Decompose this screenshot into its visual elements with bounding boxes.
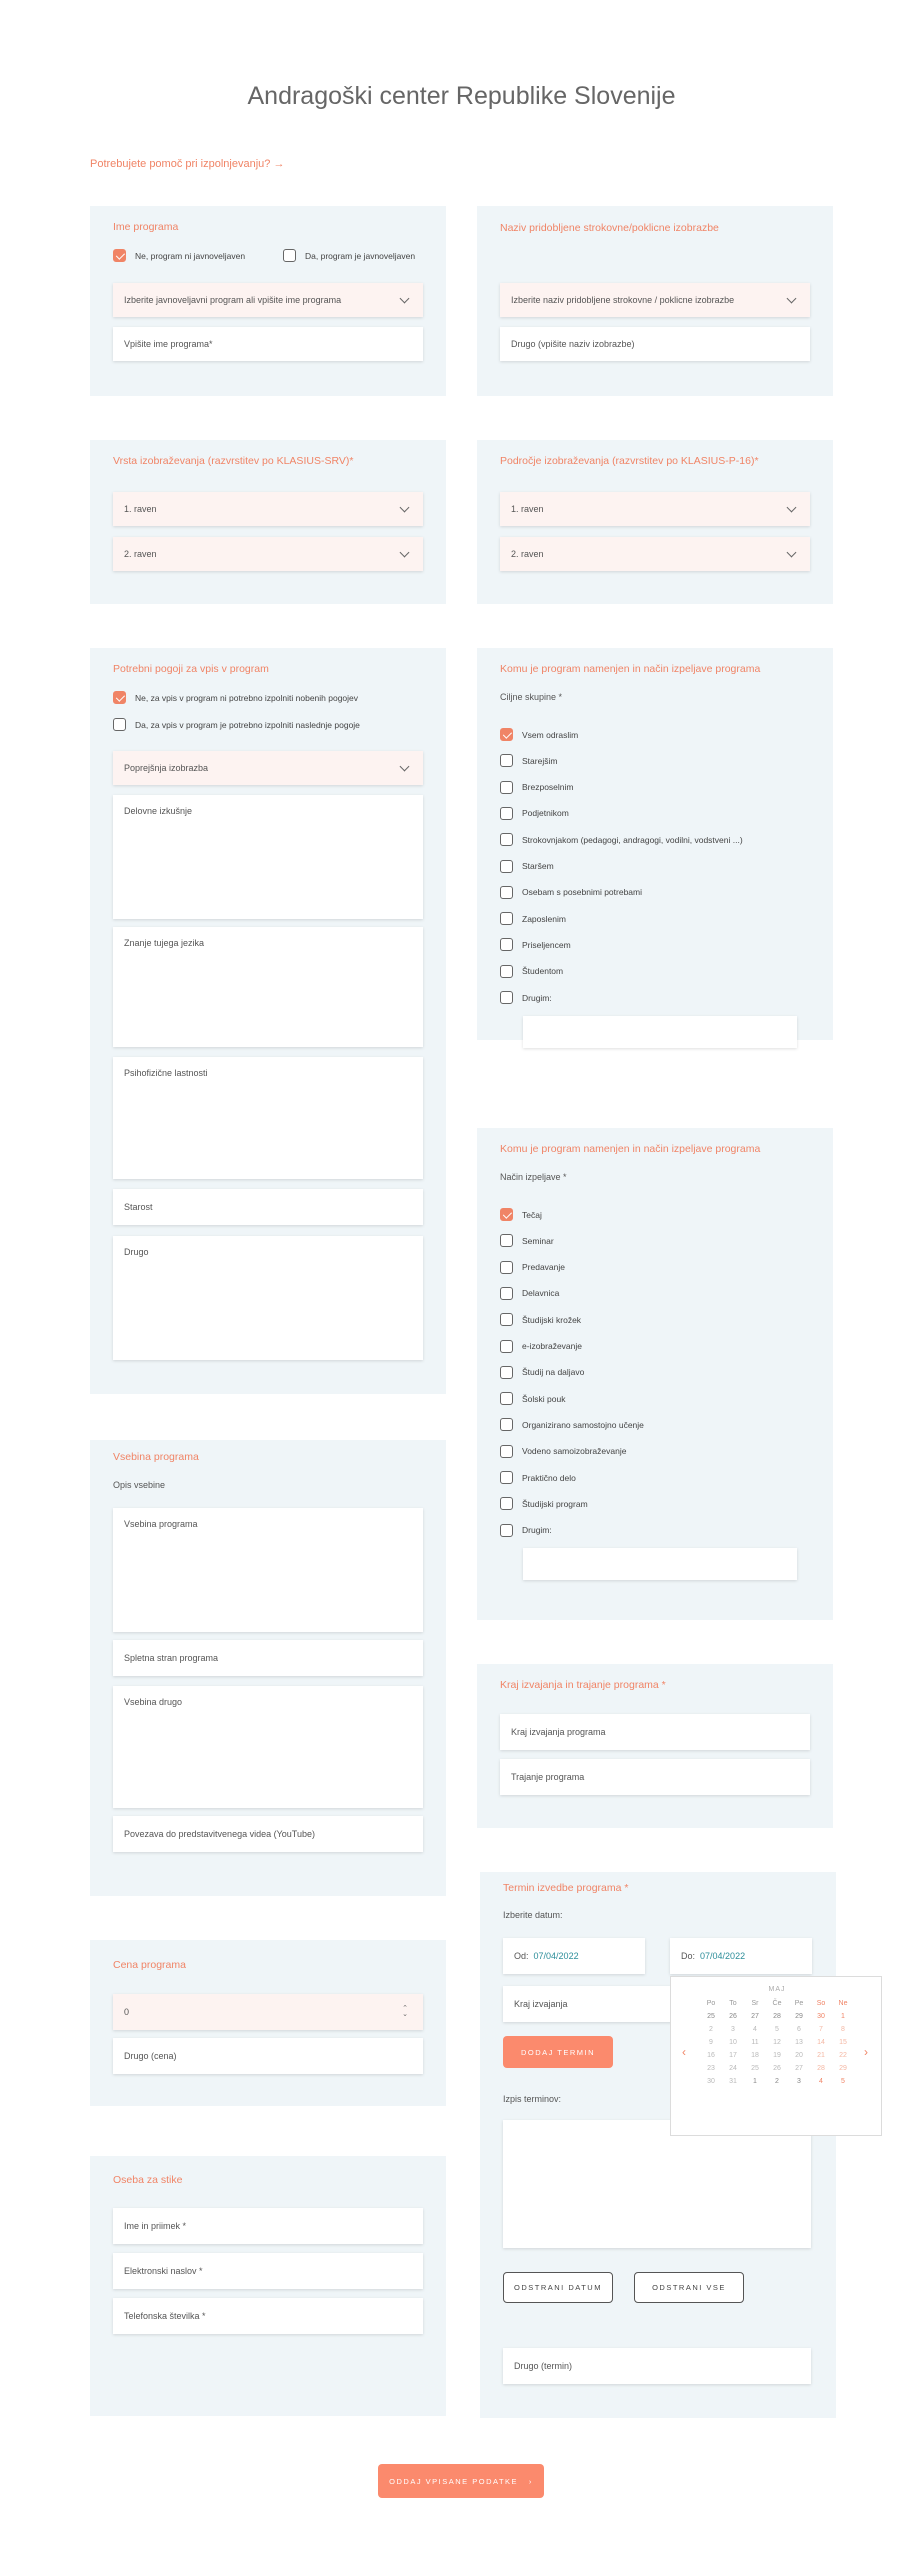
od-date-input[interactable]: [503, 1938, 645, 1974]
calendar-day[interactable]: 3: [731, 2026, 735, 2033]
list-item[interactable]: [500, 965, 563, 978]
checkbox-icon[interactable]: [500, 1234, 513, 1247]
list-item[interactable]: [500, 938, 571, 951]
weekday-header: To: [729, 2000, 737, 2007]
calendar-day[interactable]: 11: [751, 2039, 759, 2046]
drugo-textarea[interactable]: Drugo: [113, 1236, 423, 1360]
checkbox-label: Priseljencem: [522, 939, 571, 950]
calendar-day[interactable]: 1: [753, 2078, 757, 2085]
list-item[interactable]: [500, 833, 743, 846]
calendar-day[interactable]: 25: [707, 2013, 715, 2020]
checkbox-label: Predavanje: [522, 1262, 566, 1273]
card-title: Komu je program namenjen in način izpeljave programa: [500, 663, 761, 675]
checkbox-icon[interactable]: [500, 1392, 513, 1405]
list-item[interactable]: [500, 1418, 644, 1431]
select-value: 1. raven: [511, 504, 544, 514]
select-value: 2. raven: [124, 549, 157, 559]
card-komu: [477, 648, 833, 1040]
calendar-grid: [700, 2000, 854, 2085]
list-item[interactable]: [500, 1445, 626, 1458]
list-item[interactable]: [500, 1340, 582, 1353]
card-title: Oseba za stike: [113, 2174, 183, 2186]
checkbox-label: Vsem odraslim: [522, 729, 579, 740]
checkbox-icon[interactable]: [500, 1418, 513, 1431]
checkbox-label: Študijski program: [522, 1498, 588, 1509]
chevron-right-icon: ›: [528, 2476, 533, 2486]
card-title: Naziv pridobljene strokovne/poklicne izobrazbe: [500, 222, 719, 234]
kraj-izvajanja-input[interactable]: Kraj izvajanja: [503, 1986, 683, 2022]
calendar-day[interactable]: 9: [709, 2039, 713, 2046]
select-value: Poprejšnja izobrazba: [124, 763, 209, 773]
cena-value: 0: [124, 2007, 130, 2017]
dodaj-termin-button[interactable]: DODAJ TERMIN: [503, 2036, 613, 2068]
podrocje-select-2[interactable]: [500, 537, 810, 571]
submit-label: ODDAJ VPISANE PODATKE: [389, 2476, 519, 2486]
card-podrocje: [477, 440, 833, 604]
checkbox-icon[interactable]: [500, 1261, 513, 1274]
stepper-icon[interactable]: ⌃ ⌄: [402, 2005, 408, 2018]
calendar-day[interactable]: 3: [797, 2078, 801, 2085]
checkbox-icon[interactable]: [500, 886, 513, 899]
calendar-day[interactable]: 10: [729, 2039, 737, 2046]
checkbox-label: e-izobraževanje: [522, 1341, 583, 1351]
checkbox-icon[interactable]: [500, 833, 513, 846]
help-link[interactable]: [90, 158, 284, 170]
tuj-jezik-textarea[interactable]: Znanje tujega jezika: [113, 927, 423, 1047]
list-item[interactable]: [500, 728, 578, 741]
naziv-select[interactable]: [500, 283, 810, 317]
calendar-day[interactable]: 30: [707, 2078, 715, 2085]
checkbox-label: Šolski pouk: [522, 1393, 566, 1404]
card-vsebina: [90, 1440, 446, 1896]
calendar-day[interactable]: 27: [751, 2013, 759, 2020]
starost-input[interactable]: Starost: [113, 1189, 423, 1225]
do-value: 07/04/2022: [700, 1951, 746, 1961]
youtube-input[interactable]: Povezava do predstavitvenega videa (YouTube): [113, 1816, 423, 1852]
calendar-day[interactable]: 8: [841, 2026, 845, 2033]
calendar-day[interactable]: 12: [773, 2039, 781, 2046]
chevron-down-icon: [787, 293, 797, 303]
card-title: Kraj izvajanja in trajanje programa *: [500, 1679, 666, 1691]
calendar-day[interactable]: 20: [795, 2052, 803, 2059]
checkbox-label: Študijski krožek: [522, 1314, 582, 1325]
trajanje-input[interactable]: Trajanje programa: [500, 1759, 810, 1795]
card-title: Vrsta izobraževanja (razvrstitev po KLASIUS-SRV)*: [113, 455, 354, 467]
weekday-header: Ne: [838, 2000, 848, 2007]
opis-vsebine-label: Opis vsebine: [113, 1480, 166, 1490]
list-item[interactable]: [500, 1366, 584, 1379]
checkbox-icon[interactable]: [500, 938, 513, 951]
calendar-day[interactable]: 28: [773, 2013, 781, 2020]
calendar-day[interactable]: 25: [751, 2065, 759, 2072]
calendar-day[interactable]: 27: [795, 2065, 803, 2072]
select-value: Izberite javnoveljavni program ali vpišite ime programa: [124, 295, 342, 305]
list-item[interactable]: [500, 1287, 559, 1300]
checkbox-label: Zaposlenim: [522, 913, 566, 924]
checkbox-label: Drugim:: [522, 1525, 552, 1536]
psihofizicne-textarea[interactable]: Psihofizične lastnosti: [113, 1057, 423, 1179]
list-item[interactable]: [500, 1392, 565, 1405]
list-item[interactable]: [500, 1524, 552, 1537]
list-item[interactable]: [500, 1471, 576, 1484]
list-item[interactable]: [500, 860, 554, 873]
checkbox-ni-pogojev[interactable]: [113, 691, 358, 704]
date-picker-popup: [670, 1976, 882, 2136]
checkbox-icon[interactable]: [500, 1313, 513, 1326]
calendar-day[interactable]: 26: [773, 2065, 781, 2072]
checkbox-icon[interactable]: [500, 807, 513, 820]
izobrazba-select[interactable]: [113, 751, 423, 785]
calendar-day[interactable]: 24: [729, 2065, 737, 2072]
checkbox-icon[interactable]: [500, 754, 513, 767]
checkbox-label: Brezposelnim: [522, 782, 574, 793]
card-termin: [480, 1872, 836, 2418]
checkbox-icon[interactable]: [500, 1497, 513, 1510]
calendar-day[interactable]: 23: [707, 2065, 715, 2072]
checkbox-icon[interactable]: [500, 781, 513, 794]
checkbox-label: Strokovnjakom (pedagogi, andragogi, vodilni, vodstveni ...): [522, 834, 743, 845]
weekday-header: Sr: [751, 2000, 759, 2007]
card-title: Cena programa: [113, 1959, 186, 1971]
drugo-termin-input[interactable]: Drugo (termin): [503, 2348, 811, 2384]
chevron-left-icon[interactable]: ‹: [682, 2045, 686, 2059]
calendar-day[interactable]: 18: [751, 2052, 759, 2059]
vrsta-select-2[interactable]: [113, 537, 423, 571]
calendar-day[interactable]: 14: [817, 2039, 825, 2046]
drugo-cena-input[interactable]: Drugo (cena): [113, 2038, 423, 2074]
do-label: Do:: [681, 1951, 696, 1961]
checkbox-icon[interactable]: [500, 1524, 513, 1537]
calendar-day[interactable]: 29: [795, 2013, 803, 2020]
checkbox-label: Ne, za vpis v program ni potrebno izpolniti nobenih pogojev: [135, 692, 359, 703]
odstrani-datum-button[interactable]: ODSTRANI DATUM: [503, 2272, 613, 2303]
calendar-day[interactable]: 15: [839, 2039, 847, 2046]
checkbox-ne-javnoveljaven[interactable]: [113, 249, 245, 262]
checkbox-label: Seminar: [522, 1235, 554, 1246]
spletna-stran-input[interactable]: Spletna stran programa: [113, 1640, 423, 1676]
calendar-day[interactable]: 5: [841, 2078, 845, 2085]
chevron-down-icon: [787, 502, 797, 512]
calendar-day[interactable]: 4: [753, 2026, 757, 2033]
weekday-header: Po: [706, 2000, 716, 2007]
checkbox-label: Starejšim: [522, 755, 558, 766]
calendar-day[interactable]: 7: [819, 2026, 823, 2033]
select-value: Izberite naziv pridobljene strokovne / poklicne izobrazbe: [511, 295, 735, 305]
checkbox-label: Osebam s posebnimi potrebami: [522, 887, 643, 898]
card-title: Ime programa: [113, 221, 179, 233]
calendar-day[interactable]: 29: [839, 2065, 847, 2072]
checkbox-label: Delavnica: [522, 1288, 560, 1299]
program-select[interactable]: [113, 283, 423, 317]
checkbox-icon[interactable]: [500, 1366, 513, 1379]
weekday-header: Če: [772, 2000, 782, 2007]
calendar-day[interactable]: 30: [817, 2013, 825, 2020]
select-value: 2. raven: [511, 549, 544, 559]
vsebina-drugo-textarea[interactable]: Vsebina drugo: [113, 1686, 423, 1808]
card-title: Potrebni pogoji za vpis v program: [113, 663, 269, 675]
checkbox-da-javnoveljaven[interactable]: [283, 249, 415, 262]
card-ime-programa: [90, 206, 446, 396]
card-cena: [90, 1940, 446, 2106]
calendar-day[interactable]: 22: [839, 2052, 847, 2059]
checkbox-icon[interactable]: [500, 1287, 513, 1300]
calendar-day[interactable]: 2: [775, 2078, 779, 2085]
checkbox-checked-icon[interactable]: [113, 249, 126, 262]
list-item[interactable]: [500, 781, 574, 794]
izberite-datum-label: Izberite datum:: [503, 1910, 563, 1920]
checkbox-label: Drugim:: [522, 992, 552, 1003]
checkbox-checked-icon[interactable]: [500, 728, 513, 741]
ciljne-skupine-label: Ciljne skupine *: [500, 692, 563, 702]
checkbox-icon[interactable]: [500, 991, 513, 1004]
do-date-input[interactable]: [670, 1938, 812, 1974]
arrow-right-icon: →: [273, 158, 285, 170]
submit-button[interactable]: [378, 2464, 544, 2498]
drugim-input[interactable]: [523, 1548, 797, 1580]
naziv-input[interactable]: Drugo (vpišite naziv izobrazbe): [500, 327, 810, 361]
checkbox-label: Študentom: [522, 966, 564, 977]
checkbox-icon[interactable]: [500, 1340, 513, 1353]
page-title: Andragoški center Republike Slovenije: [247, 82, 676, 110]
list-item[interactable]: [500, 886, 642, 899]
list-item[interactable]: [500, 754, 557, 767]
izpis-terminov-textarea[interactable]: [503, 2120, 811, 2248]
card-title: Vsebina programa: [113, 1451, 199, 1463]
nacin-izpeljave-label: Način izpeljave *: [500, 1172, 567, 1182]
checkbox-icon[interactable]: [500, 1445, 513, 1458]
chevron-down-icon: [400, 761, 410, 771]
checkbox-icon[interactable]: [500, 1471, 513, 1484]
list-item[interactable]: [500, 1261, 565, 1274]
weekday-header: Pe: [794, 2000, 804, 2007]
checkbox-label: Vodeno samoizobraževanje: [522, 1446, 627, 1457]
calendar-day[interactable]: 2: [709, 2026, 713, 2033]
delovne-izkusnje-textarea[interactable]: Delovne izkušnje: [113, 795, 423, 919]
calendar-day[interactable]: 31: [729, 2078, 737, 2085]
vrsta-select-1[interactable]: [113, 492, 423, 526]
calendar-day[interactable]: 19: [773, 2052, 781, 2059]
chevron-down-icon: [400, 502, 410, 512]
checkbox-label: Tečaj: [522, 1209, 542, 1220]
checkbox-icon[interactable]: [500, 912, 513, 925]
checkbox-so-pogoji[interactable]: [113, 718, 360, 731]
list-item[interactable]: [500, 807, 569, 820]
list-item[interactable]: [500, 1497, 588, 1510]
od-label: Od:: [514, 1951, 529, 1961]
checkbox-label: Študij na daljavo: [522, 1367, 585, 1378]
calendar-day[interactable]: 1: [841, 2013, 845, 2020]
card-vrsta: [90, 440, 446, 604]
checkbox-label: Podjetnikom: [522, 808, 569, 819]
help-link-text: Potrebujete pomoč pri izpolnjevanju?: [90, 158, 271, 170]
cena-number-input[interactable]: [113, 1994, 423, 2030]
od-value: 07/04/2022: [533, 1951, 579, 1961]
list-item[interactable]: [500, 1313, 581, 1326]
program-name-input[interactable]: Vpišite ime programa*: [113, 327, 423, 361]
kraj-input[interactable]: Kraj izvajanja programa: [500, 1714, 810, 1750]
checkbox-label: Staršem: [522, 861, 554, 871]
vsebina-textarea[interactable]: Vsebina programa: [113, 1508, 423, 1632]
card-pogoji: [90, 648, 446, 1394]
chevron-down-icon: [400, 293, 410, 303]
checkbox-label: Organizirano samostojno učenje: [522, 1419, 644, 1430]
checkbox-label: Da, program je javnoveljaven: [305, 250, 416, 261]
weekday-header: So: [816, 2000, 826, 2007]
ime-priimek-input[interactable]: Ime in priimek *: [113, 2208, 423, 2244]
card-nacin: [477, 1128, 833, 1620]
calendar-day[interactable]: 21: [817, 2052, 825, 2059]
select-value: 1. raven: [124, 504, 157, 514]
list-item[interactable]: [500, 912, 566, 925]
telefon-input[interactable]: Telefonska številka *: [113, 2298, 423, 2334]
calendar-day[interactable]: 4: [819, 2078, 823, 2085]
drugim-input[interactable]: [523, 1016, 797, 1048]
checkbox-icon[interactable]: [283, 249, 296, 262]
checkbox-checked-icon[interactable]: [500, 1208, 513, 1221]
checkbox-label: Da, za vpis v program je potrebno izpolniti naslednje pogoje: [135, 719, 360, 730]
email-input[interactable]: Elektronski naslov *: [113, 2253, 423, 2289]
podrocje-select-1[interactable]: [500, 492, 810, 526]
calendar-day[interactable]: 6: [797, 2026, 801, 2033]
calendar-day[interactable]: 17: [729, 2052, 737, 2059]
izpis-terminov-label: Izpis terminov:: [503, 2094, 562, 2104]
list-item[interactable]: [500, 1234, 554, 1247]
card-oseba: [90, 2156, 446, 2416]
chevron-right-icon[interactable]: ›: [864, 2045, 868, 2059]
card-title: Komu je program namenjen in način izpeljave programa: [500, 1143, 761, 1155]
chevron-down-icon: [400, 547, 410, 557]
calendar-day[interactable]: 26: [729, 2013, 737, 2020]
checkbox-icon[interactable]: [500, 860, 513, 873]
calendar-day[interactable]: 16: [707, 2052, 715, 2059]
calendar-day[interactable]: 5: [775, 2026, 779, 2033]
checkbox-icon[interactable]: [500, 965, 513, 978]
checkbox-label: Praktično delo: [522, 1472, 576, 1483]
card-naziv: [477, 206, 833, 396]
card-kraj: [477, 1664, 833, 1828]
chevron-down-icon: [787, 547, 797, 557]
calendar-day[interactable]: 28: [817, 2065, 825, 2072]
checkbox-label: Ne, program ni javnoveljaven: [135, 250, 246, 261]
list-item[interactable]: [500, 991, 552, 1004]
calendar-day[interactable]: 13: [795, 2039, 803, 2046]
odstrani-vse-button[interactable]: ODSTRANI VSE: [634, 2272, 744, 2303]
checkbox-checked-icon[interactable]: [113, 691, 126, 704]
checkbox-icon[interactable]: [113, 718, 126, 731]
calendar-month: MAJ: [768, 1986, 786, 1993]
card-title: Področje izobraževanja (razvrstitev po KLASIUS-P-16)*: [500, 455, 759, 467]
card-title: Termin izvedbe programa *: [503, 1882, 629, 1894]
list-item[interactable]: [500, 1208, 542, 1221]
